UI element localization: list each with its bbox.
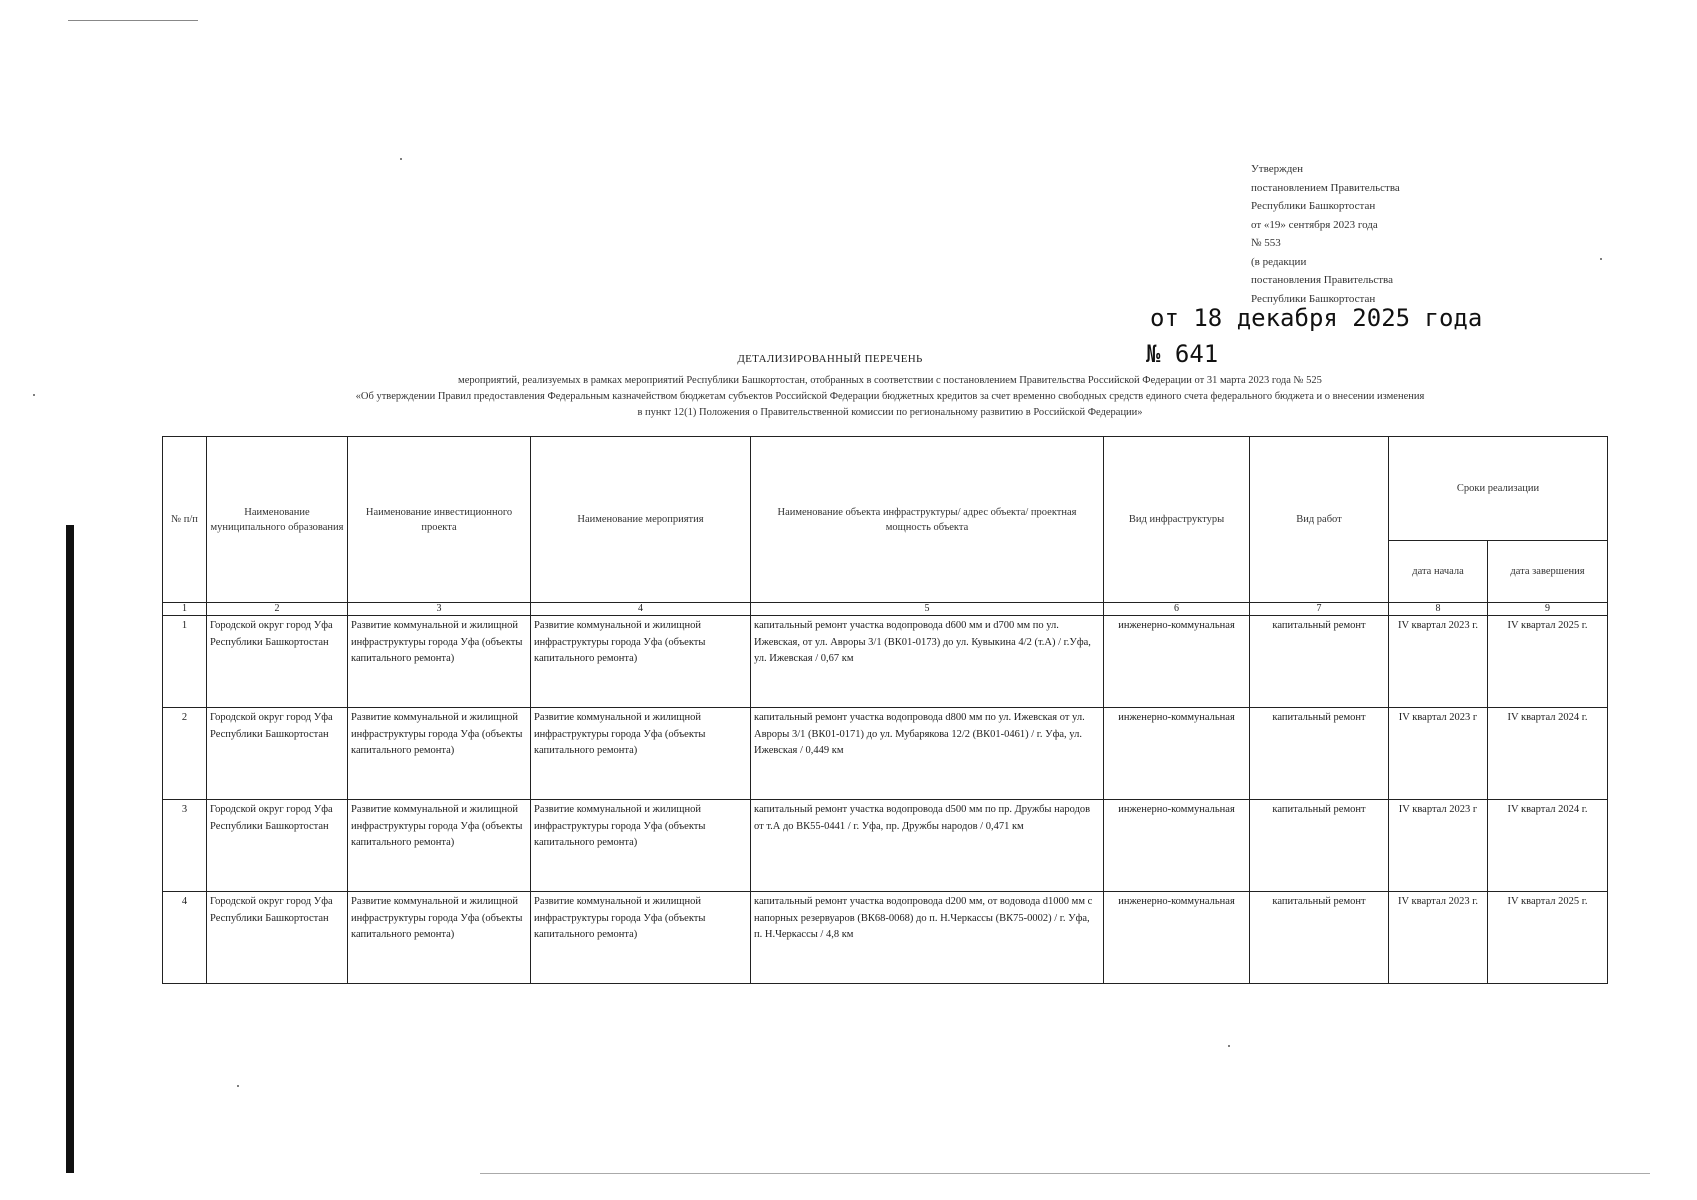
approval-block [1251, 160, 1511, 308]
document-heading: ДЕТАЛИЗИРОВАННЫЙ ПЕРЕЧЕНЬ [737, 353, 923, 365]
column-number: 3 [348, 603, 531, 616]
revision-date-stamp: от 18 декабря 2025 года [1150, 304, 1483, 332]
scan-edge-top [68, 20, 198, 21]
cell-event: Развитие коммунальной и жилищной инфраструктуры города Уфа (объекты капитального ремонта) [531, 800, 751, 892]
cell-end-date: IV квартал 2024 г. [1488, 800, 1608, 892]
cell-work-type: капитальный ремонт [1250, 892, 1389, 984]
cell-project: Развитие коммунальной и жилищной инфраструктуры города Уфа (объекты капитального ремонта) [348, 800, 531, 892]
cell-infra-type: инженерно-коммунальная [1104, 708, 1250, 800]
header-event: Наименование мероприятия [531, 437, 751, 603]
column-number: 2 [207, 603, 348, 616]
table-row [163, 892, 1608, 984]
table-row [163, 708, 1608, 800]
approval-line: постановлением Правительства [1251, 181, 1400, 194]
scan-speck [237, 1085, 239, 1087]
cell-object: капитальный ремонт участка водопровода d600 мм и d700 мм по ул. Ижевская, от ул. Авроры 3/1 (ВК01-0173) до ул. Кувыкина 4/2 (т.А) / г.Уфа, ул. Ижевская / 0,67 км [751, 616, 1104, 708]
cell-municipality: Городской округ город Уфа Республики Башкортостан [207, 616, 348, 708]
approval-line: Республики Башкортостан [1251, 200, 1376, 212]
cell-municipality: Городской округ город Уфа Республики Башкортостан [207, 892, 348, 984]
cell-infra-type: инженерно-коммунальная [1104, 616, 1250, 708]
subtitle-line: «Об утверждении Правил предоставления Федеральным казначейством бюджетам субъектов Российской Федерации бюджетных кредитов за счет временно свободных средств единого счета федерального бюджета и о внесении изменения [355, 391, 1425, 402]
cell-num: 2 [163, 708, 207, 800]
header-object: Наименование объекта инфраструктуры/ адрес объекта/ проектная мощность объекта [751, 437, 1104, 603]
scan-speck [33, 394, 35, 396]
cell-end-date: IV квартал 2025 г. [1488, 892, 1608, 984]
cell-event: Развитие коммунальной и жилищной инфраструктуры города Уфа (объекты капитального ремонта) [531, 892, 751, 984]
column-number: 4 [531, 603, 751, 616]
cell-object: капитальный ремонт участка водопровода d800 мм по ул. Ижевская от ул. Авроры 3/1 (ВК01-0171) до ул. Мубарякова 12/2 (ВК01-0461) / г. Уфа, ул. Ижевская / 0,449 км [751, 708, 1104, 800]
approval-line: постановления Правительства [1251, 274, 1393, 286]
column-number: 6 [1104, 603, 1250, 616]
approval-line: Утвержден [1251, 163, 1304, 175]
scan-edge-bottom [480, 1173, 1650, 1174]
approval-line: № 553 [1251, 237, 1281, 249]
header-num: № п/п [163, 437, 207, 603]
column-number: 7 [1250, 603, 1389, 616]
cell-project: Развитие коммунальной и жилищной инфраструктуры города Уфа (объекты капитального ремонта) [348, 616, 531, 708]
approval-line: (в редакции [1251, 255, 1307, 268]
cell-infra-type: инженерно-коммунальная [1104, 892, 1250, 984]
cell-event: Развитие коммунальной и жилищной инфраструктуры города Уфа (объекты капитального ремонта) [531, 616, 751, 708]
cell-end-date: IV квартал 2025 г. [1488, 616, 1608, 708]
column-number-row [163, 603, 1608, 616]
cell-object: капитальный ремонт участка водопровода d500 мм по пр. Дружбы народов от т.А до ВК55-0441 / г. Уфа, пр. Дружбы народов / 0,471 км [751, 800, 1104, 892]
events-table [162, 436, 1608, 984]
cell-num: 1 [163, 616, 207, 708]
cell-infra-type: инженерно-коммунальная [1104, 800, 1250, 892]
header-terms: Сроки реализации [1389, 437, 1608, 541]
cell-start-date: IV квартал 2023 г. [1389, 616, 1488, 708]
scan-speck [1600, 258, 1602, 260]
cell-work-type: капитальный ремонт [1250, 708, 1389, 800]
cell-num: 3 [163, 800, 207, 892]
cell-start-date: IV квартал 2023 г. [1389, 892, 1488, 984]
subtitle-line: в пункт 12(1) Положения о Правительственной комиссии по региональному развитию в Российской Федерации» [637, 407, 1143, 418]
scan-speck [400, 158, 402, 160]
approval-line: от «19» сентября 2023 года [1251, 218, 1378, 231]
document-subtitle [190, 373, 1590, 421]
cell-project: Развитие коммунальной и жилищной инфраструктуры города Уфа (объекты капитального ремонта) [348, 708, 531, 800]
scan-speck [1228, 1045, 1230, 1047]
cell-start-date: IV квартал 2023 г [1389, 708, 1488, 800]
cell-end-date: IV квартал 2024 г. [1488, 708, 1608, 800]
column-number: 9 [1488, 603, 1608, 616]
cell-municipality: Городской округ город Уфа Республики Башкортостан [207, 800, 348, 892]
revision-number-stamp: № 641 [1146, 340, 1219, 368]
header-project: Наименование инвестиционного проекта [348, 437, 531, 603]
cell-work-type: капитальный ремонт [1250, 800, 1389, 892]
header-work-type: Вид работ [1250, 437, 1389, 603]
header-end-date: дата завершения [1488, 541, 1608, 603]
cell-object: капитальный ремонт участка водопровода d200 мм, от водовода d1000 мм с напорных резервуаров (ВК68-0068) до п. Н.Черкассы (ВК75-0002) / г. Уфа, п. Н.Черкассы / 4,8 км [751, 892, 1104, 984]
cell-start-date: IV квартал 2023 г [1389, 800, 1488, 892]
cell-event: Развитие коммунальной и жилищной инфраструктуры города Уфа (объекты капитального ремонта) [531, 708, 751, 800]
header-infra-type: Вид инфраструктуры [1104, 437, 1250, 603]
approval-line: Республики Башкортостан [1251, 292, 1376, 305]
subtitle-line: мероприятий, реализуемых в рамках мероприятий Республики Башкортостан, отобранных в соответствии с постановлением Правительства Российской Федерации от 31 марта 2023 года № 525 [458, 375, 1322, 386]
column-number: 8 [1389, 603, 1488, 616]
column-number: 1 [163, 603, 207, 616]
header-municipality: Наименование муниципального образования [207, 437, 348, 603]
scan-edge-left [66, 525, 74, 1173]
cell-municipality: Городской округ город Уфа Республики Башкортостан [207, 708, 348, 800]
cell-num: 4 [163, 892, 207, 984]
table-row [163, 616, 1608, 708]
column-number: 5 [751, 603, 1104, 616]
header-start-date: дата начала [1389, 541, 1488, 603]
cell-project: Развитие коммунальной и жилищной инфраструктуры города Уфа (объекты капитального ремонта) [348, 892, 531, 984]
cell-work-type: капитальный ремонт [1250, 616, 1389, 708]
table-row [163, 800, 1608, 892]
